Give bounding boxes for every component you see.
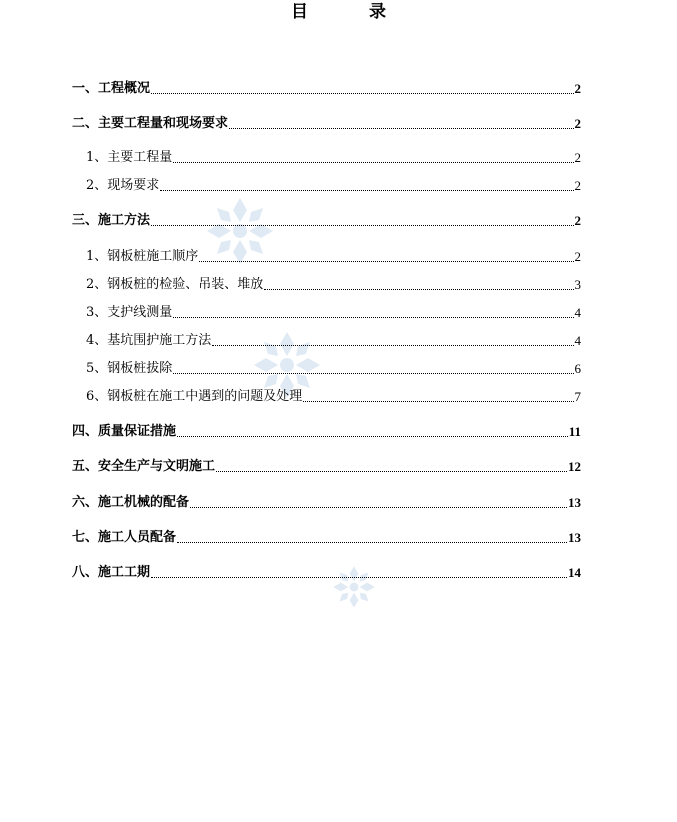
toc-entry[interactable] bbox=[72, 564, 581, 582]
toc-entry-page: 6 bbox=[574, 361, 581, 376]
toc-dot-leader bbox=[173, 317, 573, 318]
toc-entry-label: 二、主要工程量和现场要求 bbox=[72, 116, 229, 131]
toc-entry[interactable] bbox=[86, 177, 581, 195]
toc-entry-label: 2、现场要求 bbox=[86, 178, 160, 193]
toc-dot-leader bbox=[212, 345, 573, 346]
toc-entry[interactable] bbox=[86, 149, 581, 167]
toc-entry-page: 3 bbox=[574, 277, 581, 292]
toc-entry[interactable] bbox=[72, 529, 581, 547]
toc-dot-leader bbox=[151, 93, 573, 94]
toc-dot-leader bbox=[303, 401, 573, 402]
toc-entry-page: 2 bbox=[574, 249, 581, 264]
page-title: 目 录 bbox=[291, 2, 408, 22]
toc-entry-page: 12 bbox=[568, 459, 581, 474]
toc-entry[interactable] bbox=[86, 360, 581, 378]
toc-entry-label: 1、主要工程量 bbox=[86, 150, 173, 165]
toc-entry-label: 5、钢板桩拔除 bbox=[86, 361, 173, 376]
toc-dot-leader bbox=[190, 507, 567, 508]
toc-entry-page: 4 bbox=[574, 305, 581, 320]
toc-dot-leader bbox=[151, 225, 573, 226]
toc-entry-label: 四、质量保证措施 bbox=[72, 424, 177, 439]
toc-entry-label: 4、基坑围护施工方法 bbox=[86, 333, 212, 348]
toc-entry-page: 2 bbox=[574, 116, 581, 131]
toc-entry-page: 7 bbox=[574, 389, 581, 404]
toc-entry[interactable] bbox=[86, 248, 581, 266]
toc-entry-label: 一、工程概况 bbox=[72, 81, 151, 96]
toc-dot-leader bbox=[264, 289, 573, 290]
toc-entry-label: 2、钢板桩的检验、吊装、堆放 bbox=[86, 277, 264, 292]
toc-entry[interactable] bbox=[86, 388, 581, 406]
toc-dot-leader bbox=[216, 471, 567, 472]
toc-entry-page: 2 bbox=[574, 178, 581, 193]
toc-entry-page: 2 bbox=[574, 150, 581, 165]
toc-entry-page: 14 bbox=[568, 565, 581, 580]
toc-entry[interactable] bbox=[72, 423, 581, 441]
toc-entry-label: 八、施工工期 bbox=[72, 565, 151, 580]
toc-entry-page: 4 bbox=[574, 333, 581, 348]
toc-entry-label: 六、施工机械的配备 bbox=[72, 495, 190, 510]
toc-entry[interactable] bbox=[72, 458, 581, 476]
toc-entry-page: 11 bbox=[568, 424, 581, 439]
toc-entry[interactable] bbox=[86, 332, 581, 350]
toc-dot-leader bbox=[151, 577, 567, 578]
toc-entry-label: 五、安全生产与文明施工 bbox=[72, 459, 216, 474]
toc-dot-leader bbox=[177, 542, 567, 543]
toc-entry[interactable] bbox=[72, 212, 581, 230]
toc-dot-leader bbox=[229, 128, 573, 129]
toc-entry-label: 3、支护线测量 bbox=[86, 305, 173, 320]
toc-entry-page: 13 bbox=[568, 495, 581, 510]
toc-entry[interactable] bbox=[72, 494, 581, 512]
toc-dot-leader bbox=[177, 436, 568, 437]
toc-entry-label: 三、施工方法 bbox=[72, 213, 151, 228]
toc-entry[interactable] bbox=[86, 276, 581, 294]
toc-entry-label: 6、钢板桩在施工中遇到的问题及处理 bbox=[86, 389, 303, 404]
toc-entry-page: 13 bbox=[568, 530, 581, 545]
toc-entry-page: 2 bbox=[574, 213, 581, 228]
toc-dot-leader bbox=[173, 373, 573, 374]
toc-dot-leader bbox=[199, 261, 573, 262]
toc-entry-label: 七、施工人员配备 bbox=[72, 530, 177, 545]
toc-entry-label: 1、钢板桩施工顺序 bbox=[86, 249, 199, 264]
toc-entry[interactable] bbox=[86, 304, 581, 322]
toc-entry[interactable] bbox=[72, 115, 581, 133]
toc-dot-leader bbox=[160, 190, 573, 191]
toc-entry[interactable] bbox=[72, 80, 581, 98]
toc-dot-leader bbox=[173, 162, 573, 163]
toc-entry-page: 2 bbox=[574, 81, 581, 96]
